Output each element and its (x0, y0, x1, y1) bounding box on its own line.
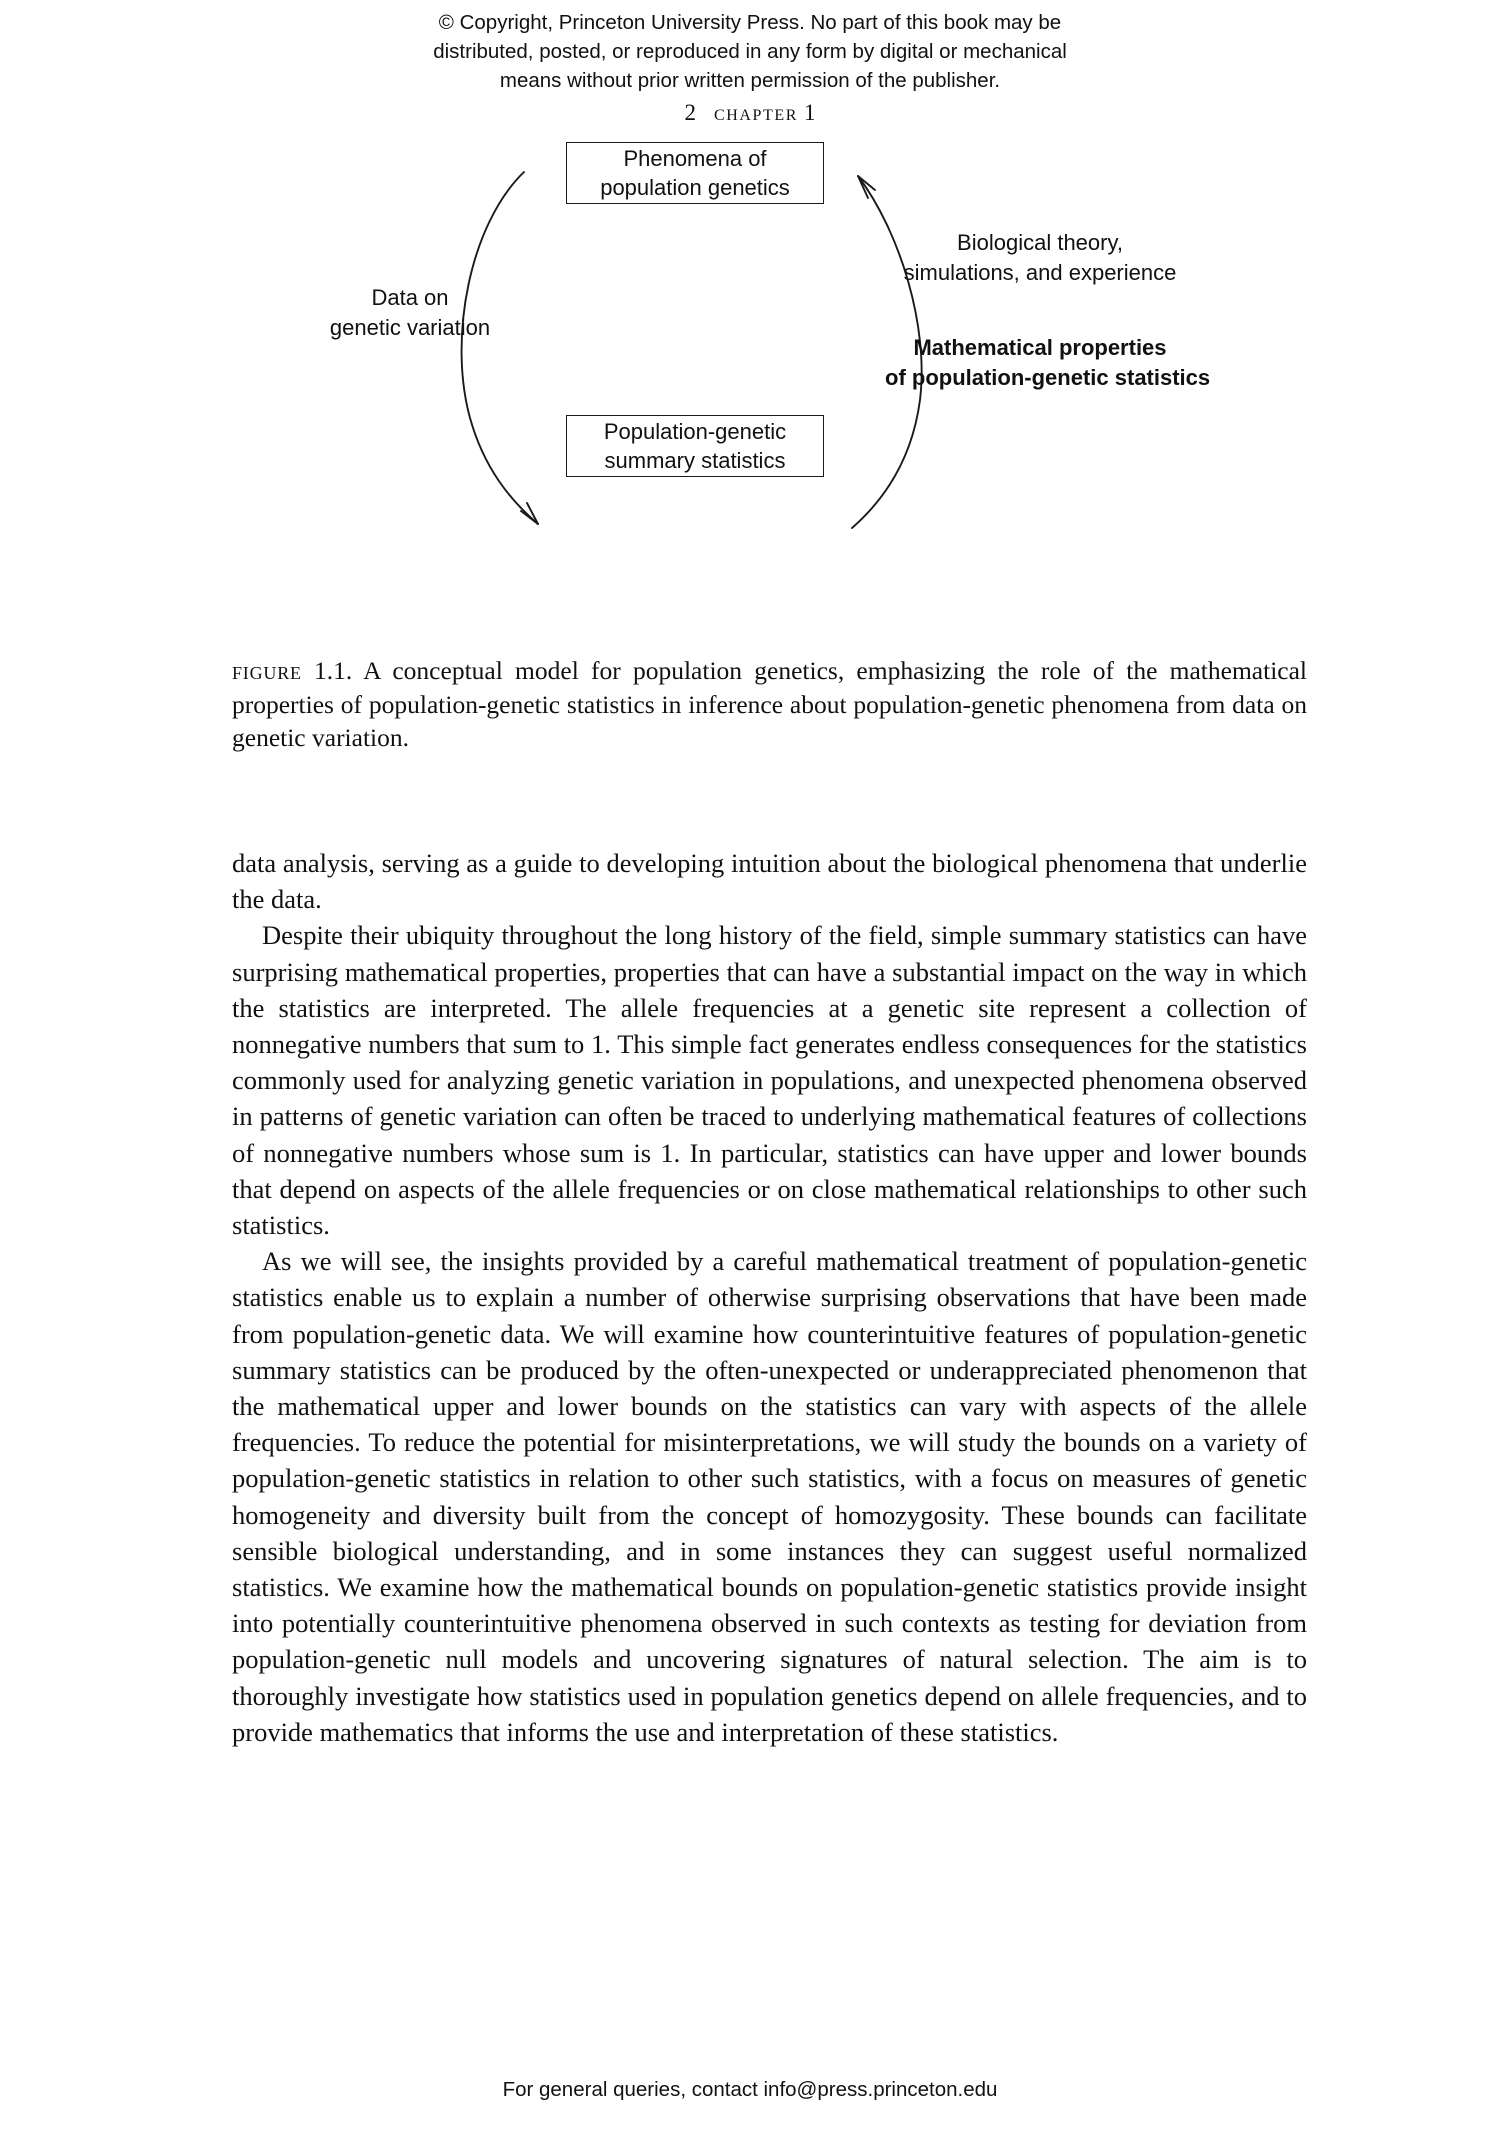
figure-box-phenomena-line2: population genetics (600, 175, 790, 200)
figure-label-math-line2: of population-genetic statistics (885, 365, 1211, 390)
arrow-left-downward (462, 172, 538, 524)
figure-label-theory-line1: Biological theory, (957, 230, 1123, 255)
figure-arrows-svg (0, 128, 1500, 638)
figure-1-1 (0, 128, 1500, 638)
figure-label-mathematical-properties (885, 333, 1211, 393)
body-paragraph: As we will see, the insights provided by a careful mathematical treatment of population-genetic statistics enable us to explain a number of otherwise surprising observations that have been made from population-genetic data. We will examine how counterintuitive features of population-genetic summary statistics can be produced by the often-unexpected or underappreciated phenomenon that the mathematical upper and lower bounds on the statistics can vary with aspects of the allele frequencies. To reduce the potential for misinterpretations, we will study the bounds on a variety of population-genetic statistics in relation to other such statistics, with a focus on measures of genetic homogeneity and diversity built from the concept of homozygosity. These bounds can facilitate sensible biological understanding, and in some instances they can suggest useful normalized statistics. We examine how the mathematical bounds on population-genetic statistics provide insight into potentially counterintuitive phenomena observed in such contexts as testing for deviation from population-genetic null models and uncovering signatures of natural selection. The aim is to thoroughly investigate how statistics used in population genetics depend on allele frequencies, and to provide mathematics that informs the use and interpretation of these statistics. (232, 1246, 1307, 1747)
figure-box-phenomena-line1: Phenomena of (623, 146, 767, 171)
figure-caption-label: figure (232, 656, 302, 685)
body-text (232, 845, 1307, 1750)
figure-label-biological-theory (890, 228, 1190, 288)
chapter-label: chapter (713, 100, 799, 125)
running-head (0, 100, 1500, 126)
body-paragraph: Despite their ubiquity throughout the long history of the field, simple summary statistics can have surprising mathematical properties, properties that can have a substantial impact on the way in which the statistics are interpreted. The allele frequencies at a genetic site represent a collection of nonnegative numbers that sum to 1. This simple fact generates endless consequences for the statistics commonly used for analyzing genetic variation in populations, and unexpected phenomena observed in patterns of genetic variation can often be traced to underlying mathematical features of collections of nonnegative numbers whose sum is 1. In particular, statistics can have upper and lower bounds that depend on aspects of the allele frequencies or on close mathematical relationships to other such statistics. (232, 920, 1307, 1241)
footer-queries-note: For general queries, contact info@press.princeton.edu (502, 2078, 998, 2101)
figure-label-data-line2: genetic variation (329, 315, 491, 340)
copyright-line-1: © Copyright, Princeton University Press. No part of this book may be (438, 11, 1062, 34)
figure-label-math-line1: Mathematical properties (913, 335, 1167, 360)
figure-caption-text: A conceptual model for population genetics, emphasizing the role of the mathematical properties of population-genetic statistics in inference about population-genetic phenomena from data on genetic variation. (232, 656, 1308, 752)
figure-label-theory-line2: simulations, and experience (903, 260, 1177, 285)
chapter-number: 1 (804, 100, 816, 125)
figure-box-phenomena (566, 142, 824, 204)
figure-label-data-line1: Data on (371, 285, 449, 310)
figure-box-summary-statistics (566, 415, 824, 477)
figure-caption-number: 1.1. (314, 656, 353, 685)
figure-label-data-on-genetic-variation (290, 283, 530, 343)
body-paragraph: data analysis, serving as a guide to developing intuition about the biological phenomena that underlie the data. (232, 848, 1307, 915)
figure-box-summary-line1: Population-genetic (603, 419, 787, 444)
figure-box-summary-line2: summary statistics (604, 448, 786, 473)
copyright-line-2: distributed, posted, or reproduced in any form by digital or mechanical (433, 40, 1067, 63)
copyright-notice (0, 8, 1500, 95)
page-number: 2 (684, 100, 696, 125)
copyright-line-3: means without prior written permission of the publisher. (499, 69, 1001, 92)
figure-caption (232, 654, 1307, 755)
